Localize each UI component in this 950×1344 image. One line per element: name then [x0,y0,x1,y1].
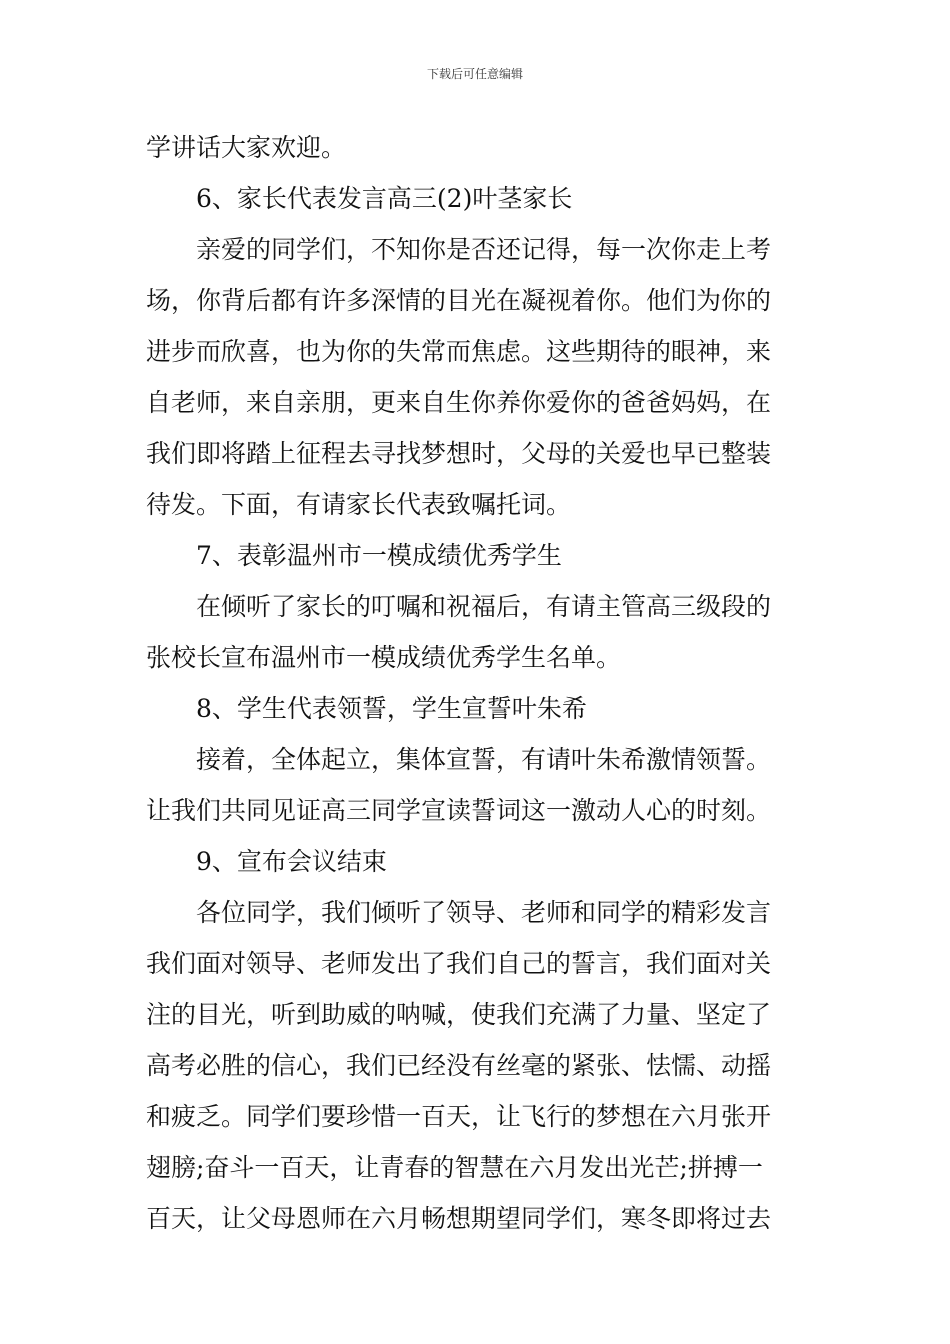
text-line: 我们面对领导、老师发出了我们自己的誓言，我们面对关 [146,949,772,978]
text-line: 百天，让父母恩师在六月畅想期望同学们，寒冬即将过去 [146,1204,772,1233]
text-line: 让我们共同见证高三同学宣读誓词这一激动人心的时刻。 [146,796,772,825]
section-heading: 7、表彰温州市一模成绩优秀学生 [196,541,562,570]
section-heading: 8、学生代表领誓，学生宣誓叶朱希 [196,694,587,723]
text-line: 和疲乏。同学们要珍惜一百天，让飞行的梦想在六月张开 [146,1102,772,1131]
text-line: 注的目光，听到助威的呐喊，使我们充满了力量、坚定了 [146,1000,772,1029]
text-line: 场，你背后都有许多深情的目光在凝视着你。他们为你的 [146,286,772,315]
text-line: 待发。下面，有请家长代表致嘱托词。 [146,490,572,519]
section-heading: 6、家长代表发言高三(2)叶茎家长 [196,184,573,213]
text-line: 我们即将踏上征程去寻找梦想时，父母的关爱也早已整装 [146,439,772,468]
text-line: 自老师，来自亲朋，更来自生你养你爱你的爸爸妈妈，在 [146,388,772,417]
text-line: 进步而欣喜，也为你的失常而焦虑。这些期待的眼神，来 [146,337,772,366]
text-line: 张校长宣布温州市一模成绩优秀学生名单。 [146,643,622,672]
text-line: 接着，全体起立，集体宣誓，有请叶朱希激情领誓。 [196,745,772,774]
text-line: 在倾听了家长的叮嘱和祝福后，有请主管高三级段的 [196,592,772,621]
text-line: 高考必胜的信心，我们已经没有丝毫的紧张、怯懦、动摇 [146,1051,772,1080]
section-heading: 9、宣布会议结束 [196,847,387,876]
page-header: 下载后可任意编辑 [426,67,523,81]
text-line: 翅膀;奋斗一百天，让青春的智慧在六月发出光芒;拼搏一 [146,1153,763,1182]
text-line: 各位同学，我们倾听了领导、老师和同学的精彩发言 [196,898,772,927]
text-line: 学讲话大家欢迎。 [146,133,347,162]
document-body [146,122,818,1244]
text-line: 亲爱的同学们，不知你是否还记得，每一次你走上考 [196,235,772,264]
